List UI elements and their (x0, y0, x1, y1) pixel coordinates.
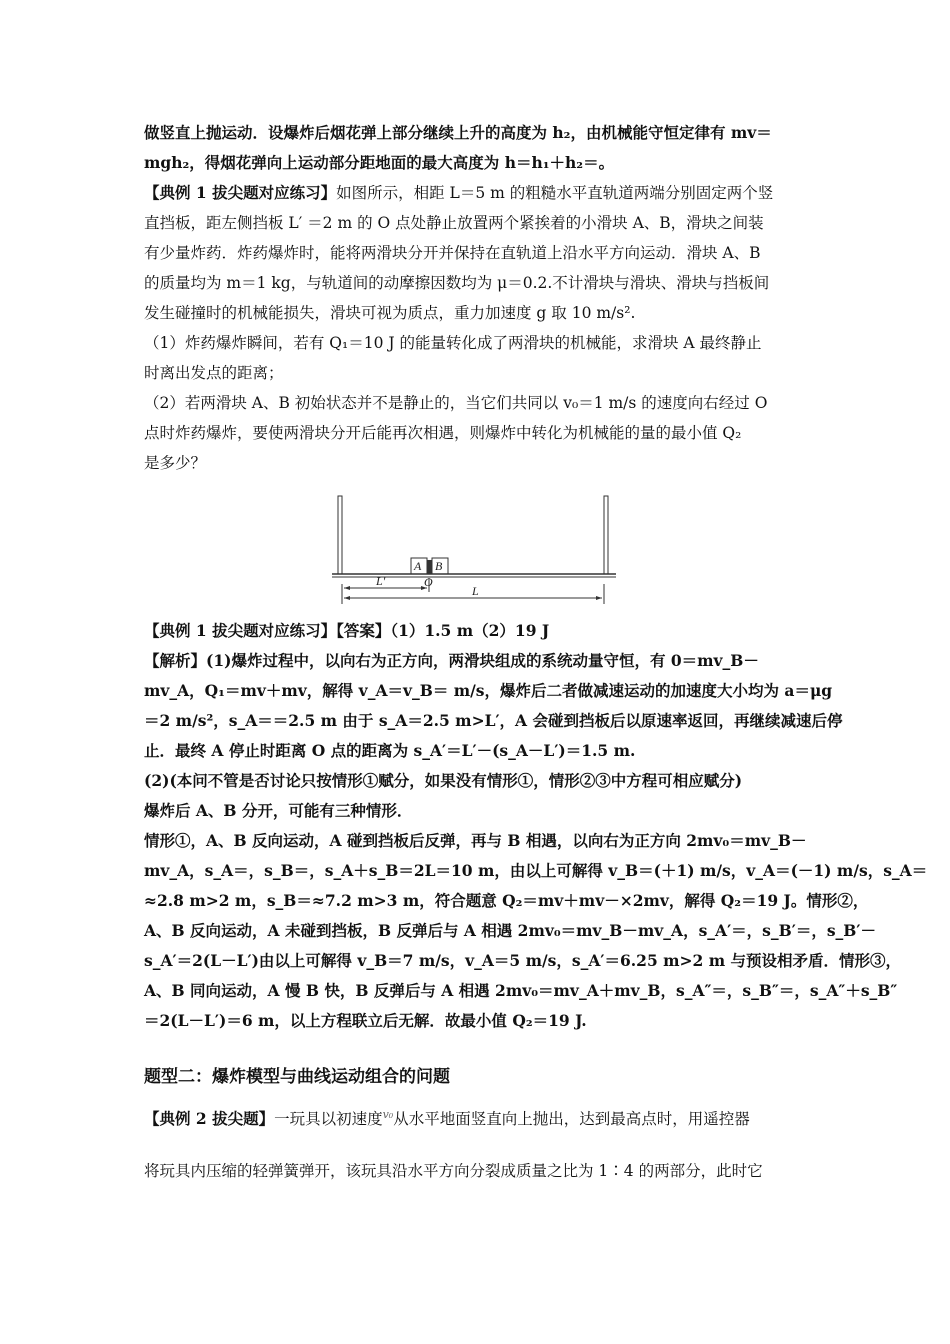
example-1-line-1 (144, 178, 810, 208)
example-1-line-2: 直挡板，距左侧挡板 L′ ＝2 m 的 O 点处静止放置两个紧挨着的小滑块 A、B，滑块之间装 (144, 214, 764, 232)
example-1-problem (144, 178, 810, 478)
document-page (144, 118, 928, 1186)
analysis-line-7: 情形①，A、B 反向运动，A 碰到挡板后反弹，再与 B 相遇，以向右为正方向 2mv₀＝mv_B－ (144, 831, 807, 850)
analysis-line-4: 止．最终 A 停止时距离 O 点的距离为 s_A′＝L′－(s_A－L′)＝1.5 m. (144, 741, 636, 760)
analysis-line-10: A、B 反向运动，A 未碰到挡板，B 反弹后与 A 相遇 2mv₀＝mv_B－mv_A，s_A′＝，s_B′＝，s_B′－ (144, 921, 876, 940)
example-1-line-1-text: 如图所示，相距 L＝5 m 的粗糙水平直轨道两端分别固定两个竖 (336, 184, 774, 202)
example-1-tag: 【典例 1 拔尖题对应练习】 (144, 183, 337, 202)
track-diagram (332, 488, 622, 606)
right-wall (604, 496, 608, 574)
analysis-line-1: 【解析】(1)爆炸过程中，以向右为正方向，两滑块组成的系统动量守恒，有 0＝mv_B－ (144, 651, 759, 670)
question-1-line-1: （1）炸药爆炸瞬间，若有 Q₁＝10 J 的能量转化成了两滑块的机械能，求滑块 A 最终静止 (144, 334, 762, 352)
label-o: O (424, 575, 433, 589)
analysis-line-6: 爆炸后 A、B 分开，可能有三种情形． (144, 801, 413, 820)
analysis-line-13: ＝2(L－L′)＝6 m，以上方程联立后无解．故最小值 Q₂＝19 J. (144, 1011, 587, 1030)
question-1-line-2: 时离出发点的距离； (144, 364, 284, 382)
example-2-line-1 (144, 1100, 810, 1130)
label-lprime: L′ (376, 574, 386, 588)
section-2-heading: 题型二：爆炸模型与曲线运动组合的问题 (144, 1067, 450, 1087)
analysis-line-12: A、B 同向运动，A 慢 B 快，B 反弹后与 A 相遇 2mv₀＝mv_A＋mv_B，s_A″＝，s_B″＝，s_A″＋s_B″ (144, 981, 898, 1000)
example-2-line-2: 将玩具内压缩的轻弹簧弹开，该玩具沿水平方向分裂成质量之比为 1∶4 的两部分，此时它 (144, 1162, 763, 1180)
example-2-text-a: 一玩具以初速度 (274, 1110, 383, 1129)
question-2-line-2: 点时炸药爆炸，要使两滑块分开后能再次相遇，则爆炸中转化为机械能的量的最小值 Q₂ (144, 424, 742, 442)
analysis-line-2: mv_A，Q₁＝mv＋mv，解得 v_A＝v_B＝ m/s，爆炸后二者做减速运动的加速度大小均为 a＝μg (144, 681, 833, 700)
intro-line-2: mgh₂，得烟花弹向上运动部分距地面的最大高度为 h＝h₁＋h₂＝。 (144, 153, 615, 172)
answer-line: 【典例 1 拔尖题对应练习】【答案】（1）1.5 m（2）19 J (144, 621, 550, 640)
example-2-tag: 【典例 2 拔尖题】 (144, 1109, 275, 1129)
intro-line-1: 做竖直上抛运动．设爆炸后烟花弹上部分继续上升的高度为 h₂，由机械能守恒定律有 mv＝ (144, 123, 772, 142)
intro-paragraph (144, 118, 810, 178)
explosive (427, 560, 432, 574)
label-b: B (435, 559, 443, 573)
example-1-line-4: 的质量均为 m＝1 kg，与轨道间的动摩擦因数均为 μ＝0.2.不计滑块与滑块、滑块与挡板间 (144, 274, 770, 292)
analysis-line-8: mv_A，s_A＝，s_B＝，s_A＋s_B＝2L＝10 m，由以上可解得 v_B＝(＋1) m/s，v_A＝(－1) m/s，s_A＝ (144, 861, 928, 880)
analysis-line-9: ≈2.8 m>2 m，s_B＝≈7.2 m>3 m，符合题意 Q₂＝mv＋mv－×2mv，解得 Q₂＝19 J。情形②， (144, 891, 869, 910)
label-l: L (472, 584, 479, 598)
v0-symbol: v₀ (382, 1108, 394, 1121)
arrow-l-left (344, 596, 350, 600)
analysis-line-5: (2)(本问不管是否讨论只按情形①赋分，如果没有情形①，情形②③中方程可相应赋分) (144, 771, 743, 790)
question-2-line-3: 是多少？ (144, 454, 207, 472)
label-a: A (414, 559, 422, 573)
analysis-line-3: ＝2 m/s²，s_A＝＝2.5 m 由于 s_A＝2.5 m>L′，A 会碰到挡板后以原速率返回，再继续减速后停 (144, 711, 843, 730)
example-2-text-b: 从水平地面竖直向上抛出，达到最高点时，用遥控器 (393, 1110, 750, 1129)
arrow-lprime-left (344, 586, 350, 590)
line-gap (144, 1130, 810, 1156)
analysis-line-11: s_A′＝2(L－L′)由以上可解得 v_B＝7 m/s，v_A＝5 m/s，s_A′＝6.25 m>2 m 与预设相矛盾．情形③， (144, 951, 902, 970)
analysis-block (144, 646, 928, 1036)
question-2-line-1: （2）若两滑块 A、B 初始状态并不是静止的，当它们共同以 v₀＝1 m/s 的速度向右经过 O (144, 394, 768, 412)
left-wall (338, 496, 342, 574)
arrow-l-right (596, 596, 602, 600)
track-figure (144, 488, 810, 608)
example-1-line-5: 发生碰撞时的机械能损失，滑块可视为质点，重力加速度 g 取 10 m/s². (144, 304, 636, 322)
example-1-line-3: 有少量炸药．炸药爆炸时，能将两滑块分开并保持在直轨道上沿水平方向运动．滑块 A、B (144, 244, 761, 262)
